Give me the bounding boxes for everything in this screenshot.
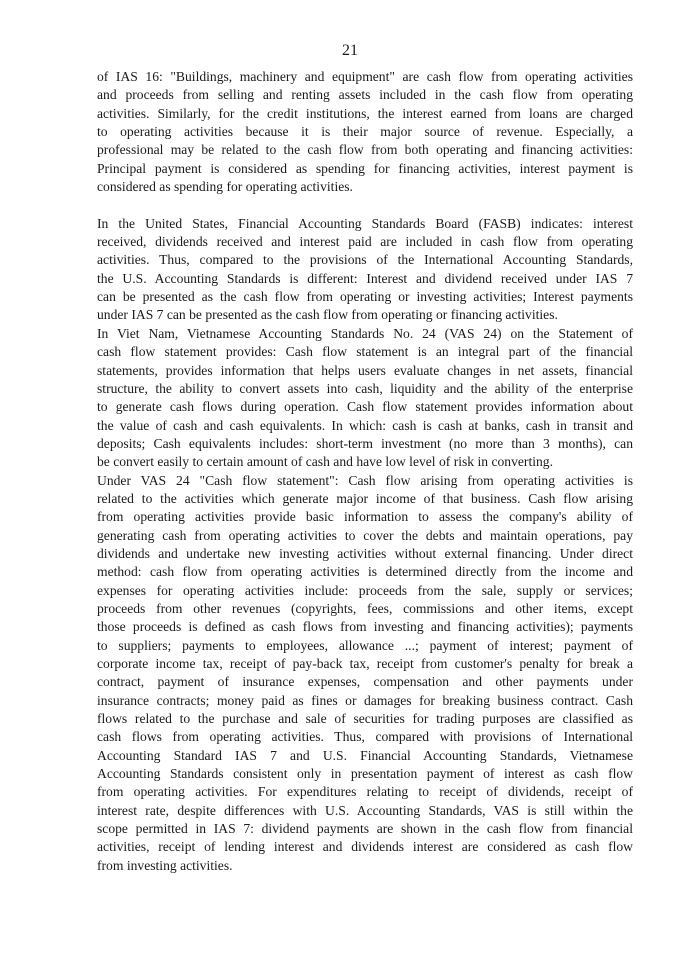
text-line: dividends and undertake new investing activities without external financing. Under direct (97, 545, 633, 561)
text-line: from investing activities. (97, 857, 233, 873)
text-line: of IAS 16: "Buildings, machinery and equipment" are cash flow from operating activities (97, 69, 633, 84)
text-line: from operating activities. For expenditures relating to receipt of dividends, receipt of (97, 784, 633, 800)
paragraph-gap (97, 196, 633, 214)
text-line: proceeds from other revenues (copyrights, fees, commissions and other items, except (97, 600, 633, 616)
text-line: received, dividends received and interest paid are included in cash flow from operating (97, 234, 633, 250)
text-line: Accounting Standards consistent only in presentation payment of interest as cash flow (97, 766, 633, 782)
text-line: corporate income tax, receipt of pay-back tax, receipt from customer's penalty for break a (97, 656, 633, 671)
text-line: activities. Thus, compared to the provisions of the International Accounting Standards, (97, 252, 633, 268)
text-line: cash flow statement provides: Cash flow statement is an integral part of the financial (97, 344, 633, 360)
text-line: insurance contracts; money paid as fines or damages for breaking business contract. Cash (97, 692, 633, 708)
text-line: the U.S. Accounting Standards is different: Interest and dividend received under IAS 7 (97, 270, 633, 286)
paragraph-1 (97, 68, 633, 196)
text-line: to operating activities because it is their major source of revenue. Especially, a (97, 124, 633, 140)
text-line: expenses for operating activities include: proceeds from the sale, supply or services; (97, 582, 633, 598)
text-line: deposits; Cash equivalents includes: short-term investment (no more than 3 months), can (97, 435, 633, 451)
text-line: activities, receipt of lending interest and dividends interest are considered as cash flow (97, 839, 633, 855)
paragraph-3 (97, 325, 633, 472)
text-line: to suppliers; payments to employees, allowance ...; payment of interest; payment of (97, 637, 633, 653)
paragraph-4 (97, 472, 633, 876)
text-line: the value of cash and cash equivalents. In which: cash is cash at banks, cash in transit and (97, 417, 633, 433)
text-line: statements, provides information that helps users evaluate changes in net assets, financial (97, 362, 633, 378)
text-line: and proceeds from selling and renting assets included in the cash flow from operating (97, 87, 633, 103)
text-line: be convert easily to certain amount of cash and have low level of risk in converting. (97, 454, 553, 470)
text-line: professional may be related to the cash flow from both operating and financing activities: (97, 142, 633, 158)
text-line: generating cash from operating activities to cover the debts and maintain operations, pay (97, 527, 633, 543)
text-line: In Viet Nam, Vietnamese Accounting Standards No. 24 (VAS 24) on the Statement of (97, 325, 633, 341)
text-line: Principal payment is considered as spending for financing activities, interest payment is (97, 160, 633, 176)
text-line: method: cash flow from operating activities is determined directly from the income and (97, 564, 633, 580)
text-line: contract, payment of insurance expenses, compensation and other payments under (97, 674, 633, 690)
text-line: to generate cash flows during operation. Cash flow statement provides information about (97, 399, 633, 415)
text-line: interest rate, despite differences with U.S. Accounting Standards, VAS is still within the (97, 802, 633, 818)
page-number: 21 (342, 42, 358, 59)
document-body (97, 68, 633, 875)
text-line: flows related to the purchase and sale of securities for trading purposes are classified as (97, 711, 633, 727)
text-line: In the United States, Financial Accounting Standards Board (FASB) indicates: interest (97, 215, 633, 231)
text-line: structure, the ability to convert assets into cash, liquidity and the ability of the enterprise (97, 380, 633, 396)
text-line: Accounting Standard IAS 7 and U.S. Financial Accounting Standards, Vietnamese (97, 747, 633, 763)
text-line: can be presented as the cash flow from operating or investing activities; Interest payments (97, 289, 633, 305)
text-line: those proceeds is defined as cash flows from investing and financing activities); payments (97, 619, 633, 635)
text-line: from operating activities provide basic information to assess the company's ability of (97, 509, 633, 525)
text-line: under IAS 7 can be presented as the cash flow from operating or financing activities. (97, 307, 558, 323)
text-line: scope permitted in IAS 7: dividend payments are shown in the cash flow from financial (97, 821, 633, 837)
text-line: related to the activities which generate major income of that business. Cash flow arising (97, 490, 633, 506)
text-line: activities. Similarly, for the credit institutions, the interest earned from loans are charged (97, 105, 633, 121)
paragraph-2 (97, 215, 633, 325)
text-line: Under VAS 24 "Cash flow statement": Cash flow arising from operating activities is (97, 472, 633, 488)
text-line: considered as spending for operating activities. (97, 179, 353, 195)
text-line: cash flows from operating activities. Thus, compared with provisions of International (97, 729, 633, 745)
